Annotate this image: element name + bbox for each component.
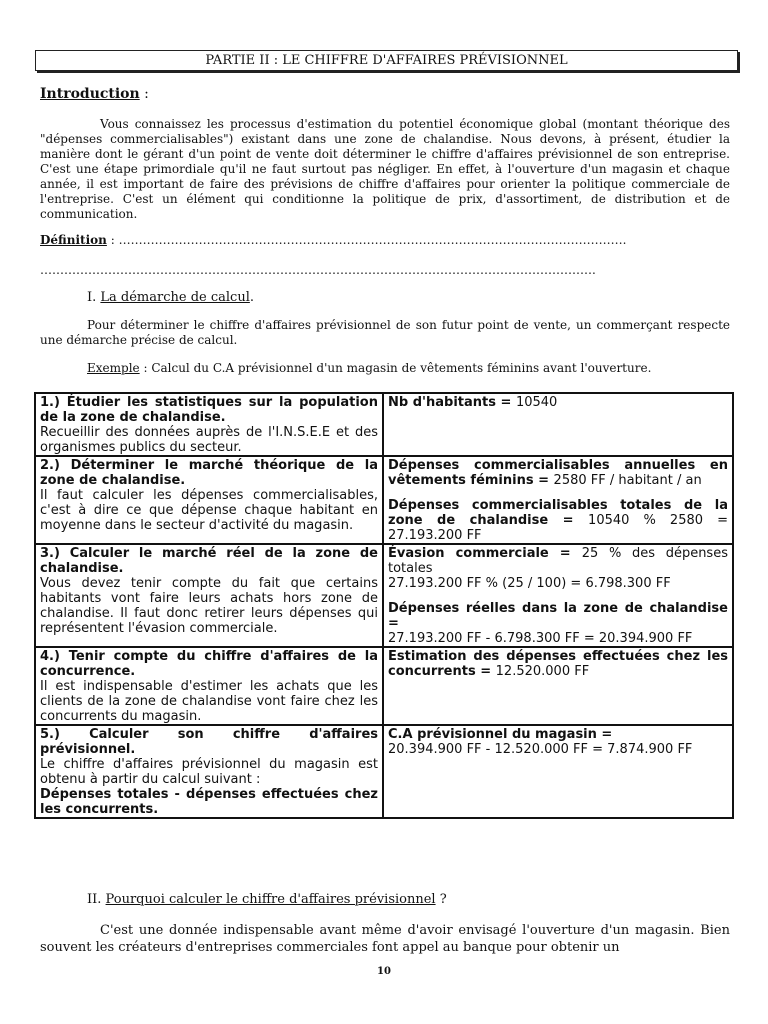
result-value: 25 % des dépenses totales [388,546,728,576]
table-row [35,544,733,647]
section-2-number: II. [87,892,106,907]
result-line [388,458,728,488]
result-label: Évasion commerciale = [388,546,582,561]
example-label: Exemple [87,361,140,375]
step-title: 2.) Déterminer le marché théorique de la zone de chalandise. [40,458,378,488]
introduction-colon: : [139,86,149,102]
definition-dots-line: …………………………………………………………………………………………………………………………. [40,263,596,277]
introduction-label: Introduction [40,86,140,102]
example-text: : Calcul du C.A prévisionnel d'un magasin de vêtements féminins avant l'ouverture. [139,361,652,375]
result-calc: 27.193.200 FF % (25 / 100) = 6.798.300 FF [388,576,671,591]
definition-label: Définition [40,233,107,247]
result-line [388,546,728,576]
step-cell [35,544,383,647]
result-cell [383,393,733,456]
result-value: 10540 % 2580 = 27.193.200 FF [388,513,728,543]
example-line [87,361,651,375]
page-title: PARTIE II : LE CHIFFRE D'AFFAIRES PRÉVISIONNEL [35,50,738,71]
step-cell [35,393,383,456]
result-line [388,649,728,679]
result-cell [383,456,733,544]
section-1-heading [87,290,254,305]
section-1-number: I. [87,290,101,305]
step-formula: Dépenses totales - dépenses effectuées chez les concurrents. [40,787,378,817]
introduction-heading [40,86,149,102]
result-label: Dépenses commercialisables annuelles en vêtements féminins = [388,458,728,488]
result-value: 12.520.000 FF [495,664,590,679]
step-text: Il est indispensable d'estimer les achats que les clients de la zone de chalandise vont faire chez les concurrents du magasin. [40,679,378,724]
section-1-paragraph: Pour déterminer le chiffre d'affaires prévisionnel de son futur point de vente, un commerçant respecte une démarche précise de calcul. [40,318,730,347]
step-title: 3.) Calculer le marché réel de la zone de chalandise. [40,546,378,576]
result-label: C.A prévisionnel du magasin = [388,727,613,742]
result-value: 20.394.900 FF - 12.520.000 FF = 7.874.900 FF [388,742,693,757]
result-line [388,498,728,543]
step-cell [35,456,383,544]
step-title: 1.) Étudier les statistiques sur la population de la zone de chalandise. [40,395,378,425]
table-row [35,647,733,725]
section-1-end: . [249,290,254,305]
section-2-heading [87,892,447,907]
table-row [35,456,733,544]
section-1-title: La démarche de calcul [100,290,250,305]
page-number: 10 [377,966,391,977]
step-text: Le chiffre d'affaires prévisionnel du magasin est obtenu à partir du calcul suivant : [40,757,378,787]
step-text: Recueillir des données auprès de l'I.N.S.E.E et des organismes publics du secteur. [40,425,378,455]
step-cell [35,725,383,818]
result-value: 10540 [515,395,558,410]
result-label: Estimation des dépenses effectuées chez les concurrents = [388,649,728,679]
step-cell [35,647,383,725]
result-cell [383,725,733,818]
result-label: Dépenses commercialisables totales de la zone de chalandise = [388,498,728,528]
definition-line [40,233,730,247]
introduction-paragraph: Vous connaissez les processus d'estimation du potentiel économique global (montant théorique des "dépenses commercialisables") existant dans une zone de chalandise. Nous devons, à présent, étudier la manière dont le gérant d'un point de vente doit déterminer le chiffre d'affaires prévisionnel de son entreprise. C'est une étape primordiale qu'il ne faut surtout pas négliger. En effet, à l'ouverture d'un magasin et chaque année, il est important de faire des prévisions de chiffre d'affaires pour orienter la politique commerciale de l'entreprise. C'est un élément qui conditionne la politique de prix, d'assortiment, de distribution et de communication. [40,117,730,221]
result-cell [383,647,733,725]
result-line [388,395,728,410]
section-2-title: Pourquoi calculer le chiffre d'affaires prévisionnel [105,892,436,907]
step-text: Il faut calculer les dépenses commercialisables, c'est à dire ce que dépense chaque habitant en moyenne dans le secteur d'activité du magasin. [40,488,378,533]
result-cell [383,544,733,647]
table-row [35,393,733,456]
result-label: Nb d'habitants = [388,395,516,410]
step-title: 5.) Calculer son chiffre d'affaires prévisionnel. [40,727,378,757]
section-2-end: ? [435,892,447,907]
definition-dots: : ………………………………………………………………………………………………………………. [106,233,627,247]
section-2-paragraph: C'est une donnée indispensable avant même d'avoir envisagé l'ouverture d'un magasin. Bien souvent les créateurs d'entreprises commerciales font appel au banque pour obtenir un [40,923,730,955]
result-value: 2580 FF / habitant / an [553,473,702,488]
result-label: Dépenses réelles dans la zone de chalandise = [388,601,728,631]
calculation-table [34,392,734,819]
result-value: 27.193.200 FF - 6.798.300 FF = 20.394.900 FF [388,631,693,646]
step-title: 4.) Tenir compte du chiffre d'affaires de la concurrence. [40,649,378,679]
table-row [35,725,733,818]
step-text: Vous devez tenir compte du fait que certains habitants vont faire leurs achats hors zone de chalandise. Il faut donc retirer leurs dépenses qui représentent l'évasion commerciale. [40,576,378,636]
